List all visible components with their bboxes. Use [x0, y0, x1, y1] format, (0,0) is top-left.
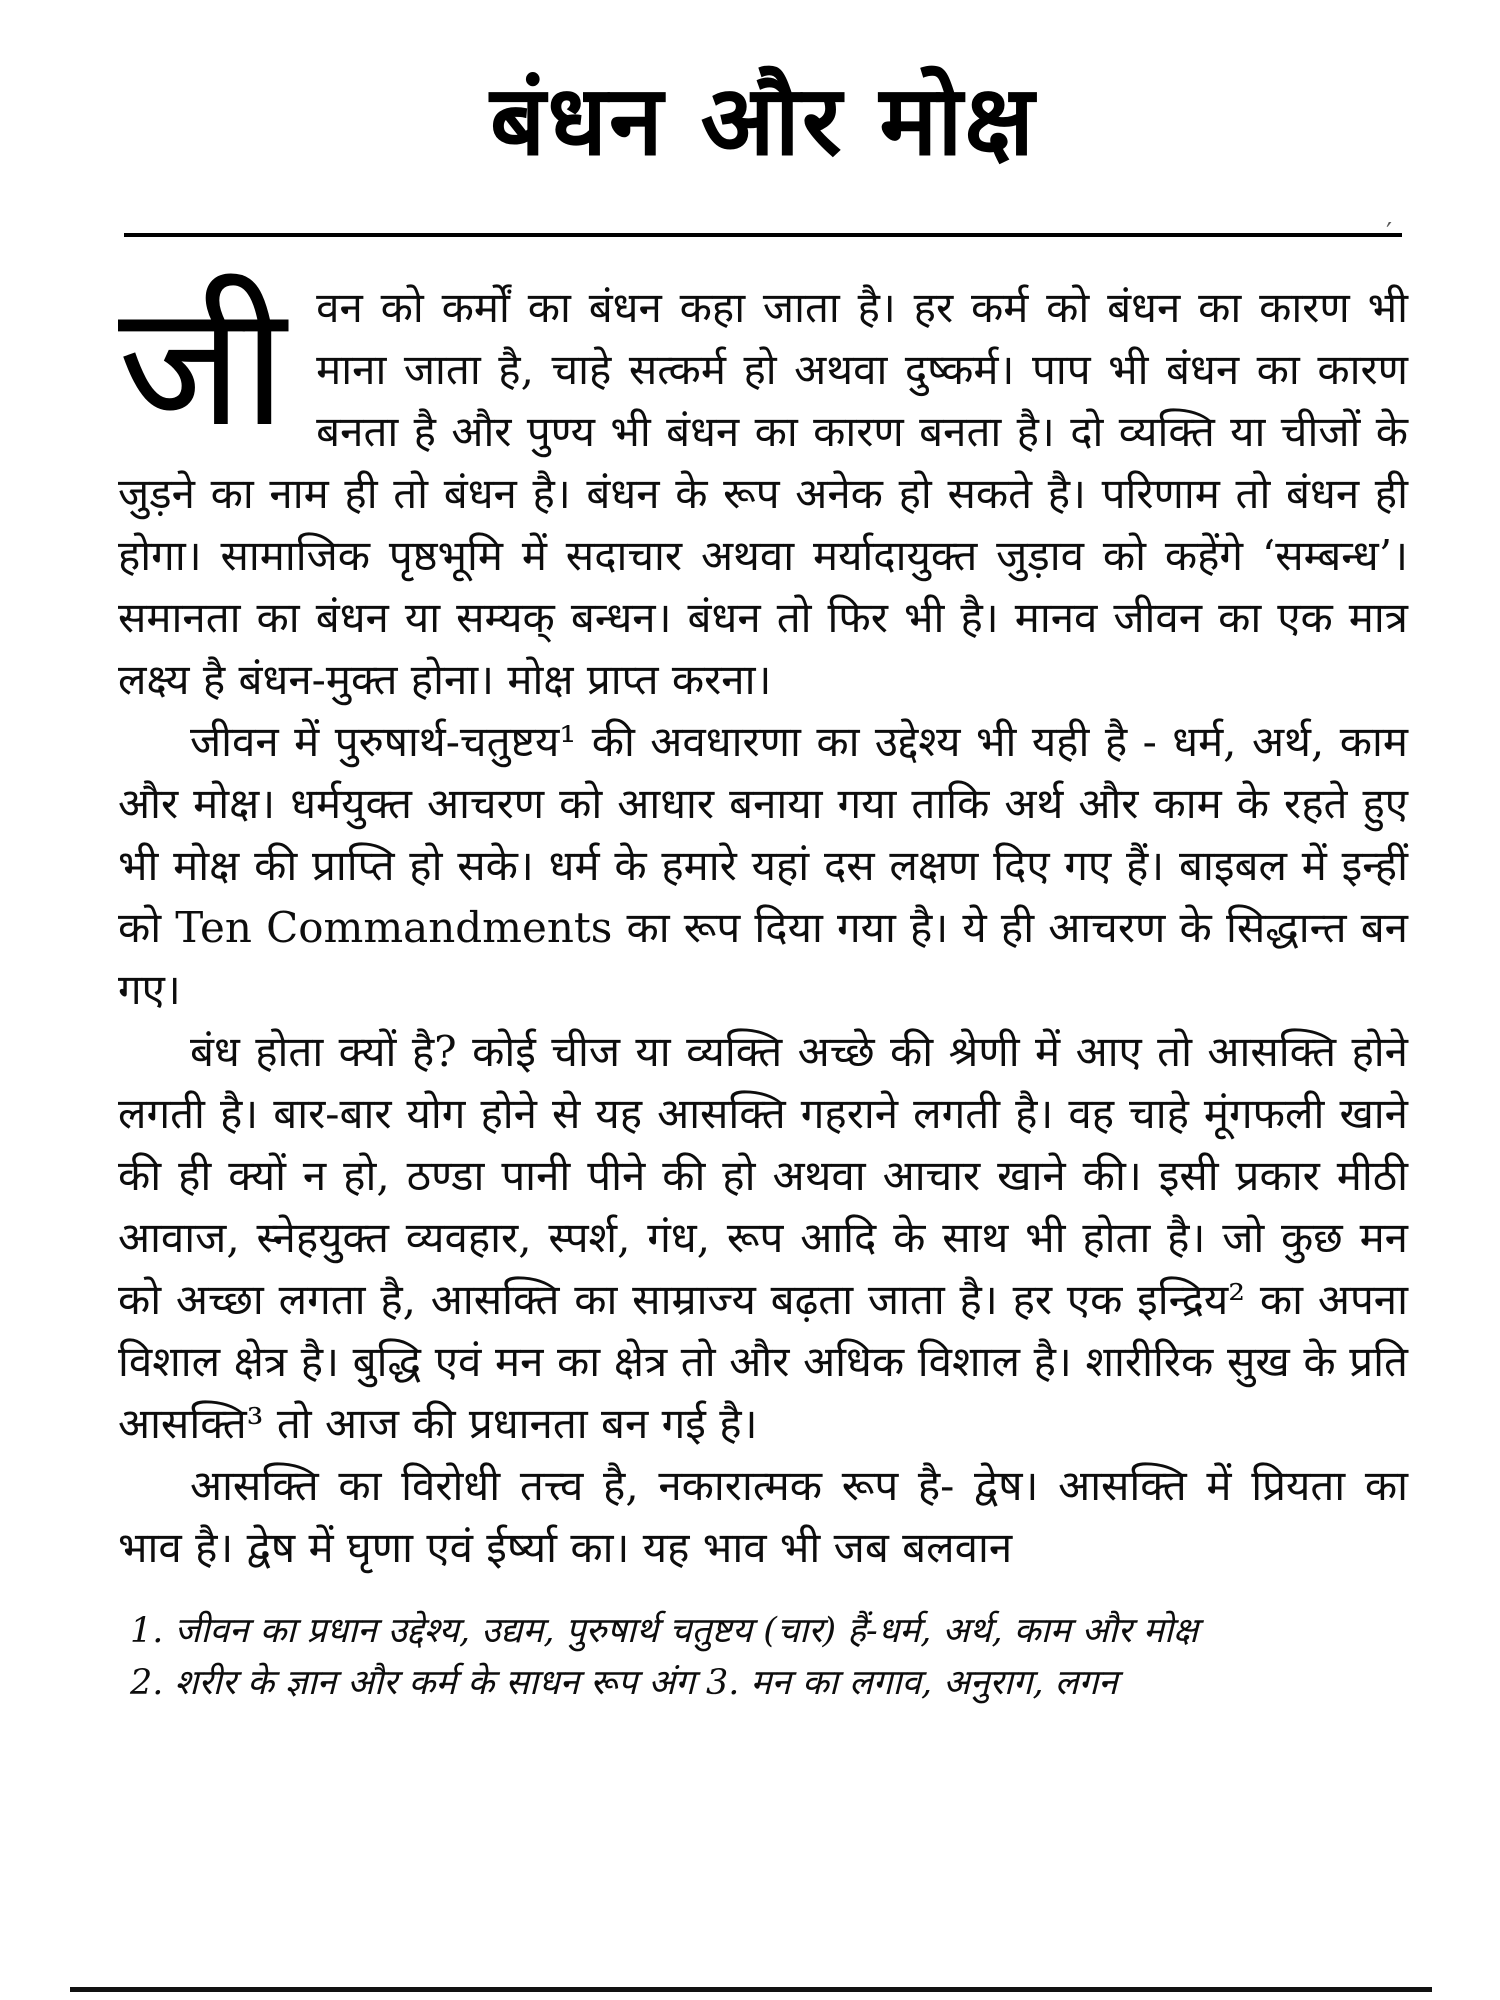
paragraph-1	[118, 268, 1408, 711]
footnote-1: 1. जीवन का प्रधान उद्देश्य, उद्यम, पुरुषार्थ चतुष्टय (चार) हैं-धर्म, अर्थ, काम और मोक्ष	[130, 1611, 1199, 1652]
page-title: बंधन और मोक्ष	[490, 63, 1036, 177]
title-divider-rule	[124, 233, 1402, 237]
paragraph-4: आसक्ति का विरोधी तत्त्व है, नकारात्मक रूप है- द्वेष। आसक्ति में प्रियता का भाव है। द्वेष में घृणा एवं ईर्ष्या का। यह भाव भी जब बलवान	[118, 1461, 1408, 1573]
drop-cap: जी	[118, 268, 287, 465]
paragraph-3: बंध होता क्यों है? कोई चीज या व्यक्ति अच्छे की श्रेणी में आए तो आसक्ति होने लगती है। बार-बार योग होने से यह आसक्ति गहराने लगती है। वह चाहे मूंगफली खाने की ही क्यों न हो, ठण्डा पानी पीने की हो अथवा आचार खाने की। इसी प्रकार मीठी आवाज, स्नेहयुक्त व्यवहार, स्पर्श, गंध, रूप आदि के साथ भी होता है। जो कुछ मन को अच्छा लगता है, आसक्ति का साम्राज्य बढ़ता जाता है। हर एक इन्द्रिय² का अपना विशाल क्षेत्र है। बुद्धि एवं मन का क्षेत्र तो और अधिक विशाल है। शारीरिक सुख के प्रति आसक्ति³ तो आज की प्रधानता बन गई है।	[118, 1027, 1408, 1449]
footnote-2: 2. शरीर के ज्ञान और कर्म के साधन रूप अंग 3. मन का लगाव, अनुराग, लगन	[130, 1663, 1118, 1704]
page-bottom-edge-line	[70, 1987, 1432, 1992]
scan-artifact-mark: ′	[1386, 218, 1392, 248]
paragraph-2: जीवन में पुरुषार्थ-चतुष्टय¹ की अवधारणा का उद्देश्य भी यही है - धर्म, अर्थ, काम और मोक्ष। धर्मयुक्त आचरण को आधार बनाया गया ताकि अर्थ और काम के रहते हुए भी मोक्ष की प्राप्ति हो सके। धर्म के हमारे यहां दस लक्षण दिए गए हैं। बाइबल में इन्हीं को Ten Commandments का रूप दिया गया है। ये ही आचरण के सिद्धान्त बन गए।	[118, 717, 1408, 1015]
footnotes-section	[118, 1605, 1408, 1709]
article-body	[118, 268, 1408, 1579]
paragraph-1-text: वन को कर्मों का बंधन कहा जाता है। हर कर्म को बंधन का कारण भी माना जाता है, चाहे सत्कर्म हो अथवा दुष्कर्म। पाप भी बंधन का कारण बनता है और पुण्य भी बंधन का कारण बनता है। दो व्यक्ति या चीजों के जुड़ने का नाम ही तो बंधन है। बंधन के रूप अनेक हो सकते है। परिणाम तो बंधन ही होगा। सामाजिक पृष्ठभूमि में सदाचार अथवा मर्यादायुक्त जुड़ाव को कहेंगे ‘सम्बन्ध’। समानता का बंधन या सम्यक् बन्धन। बंधन तो फिर भी है। मानव जीवन का एक मात्र लक्ष्य है बंधन-मुक्त होना। मोक्ष प्राप्त करना।	[118, 283, 1408, 705]
